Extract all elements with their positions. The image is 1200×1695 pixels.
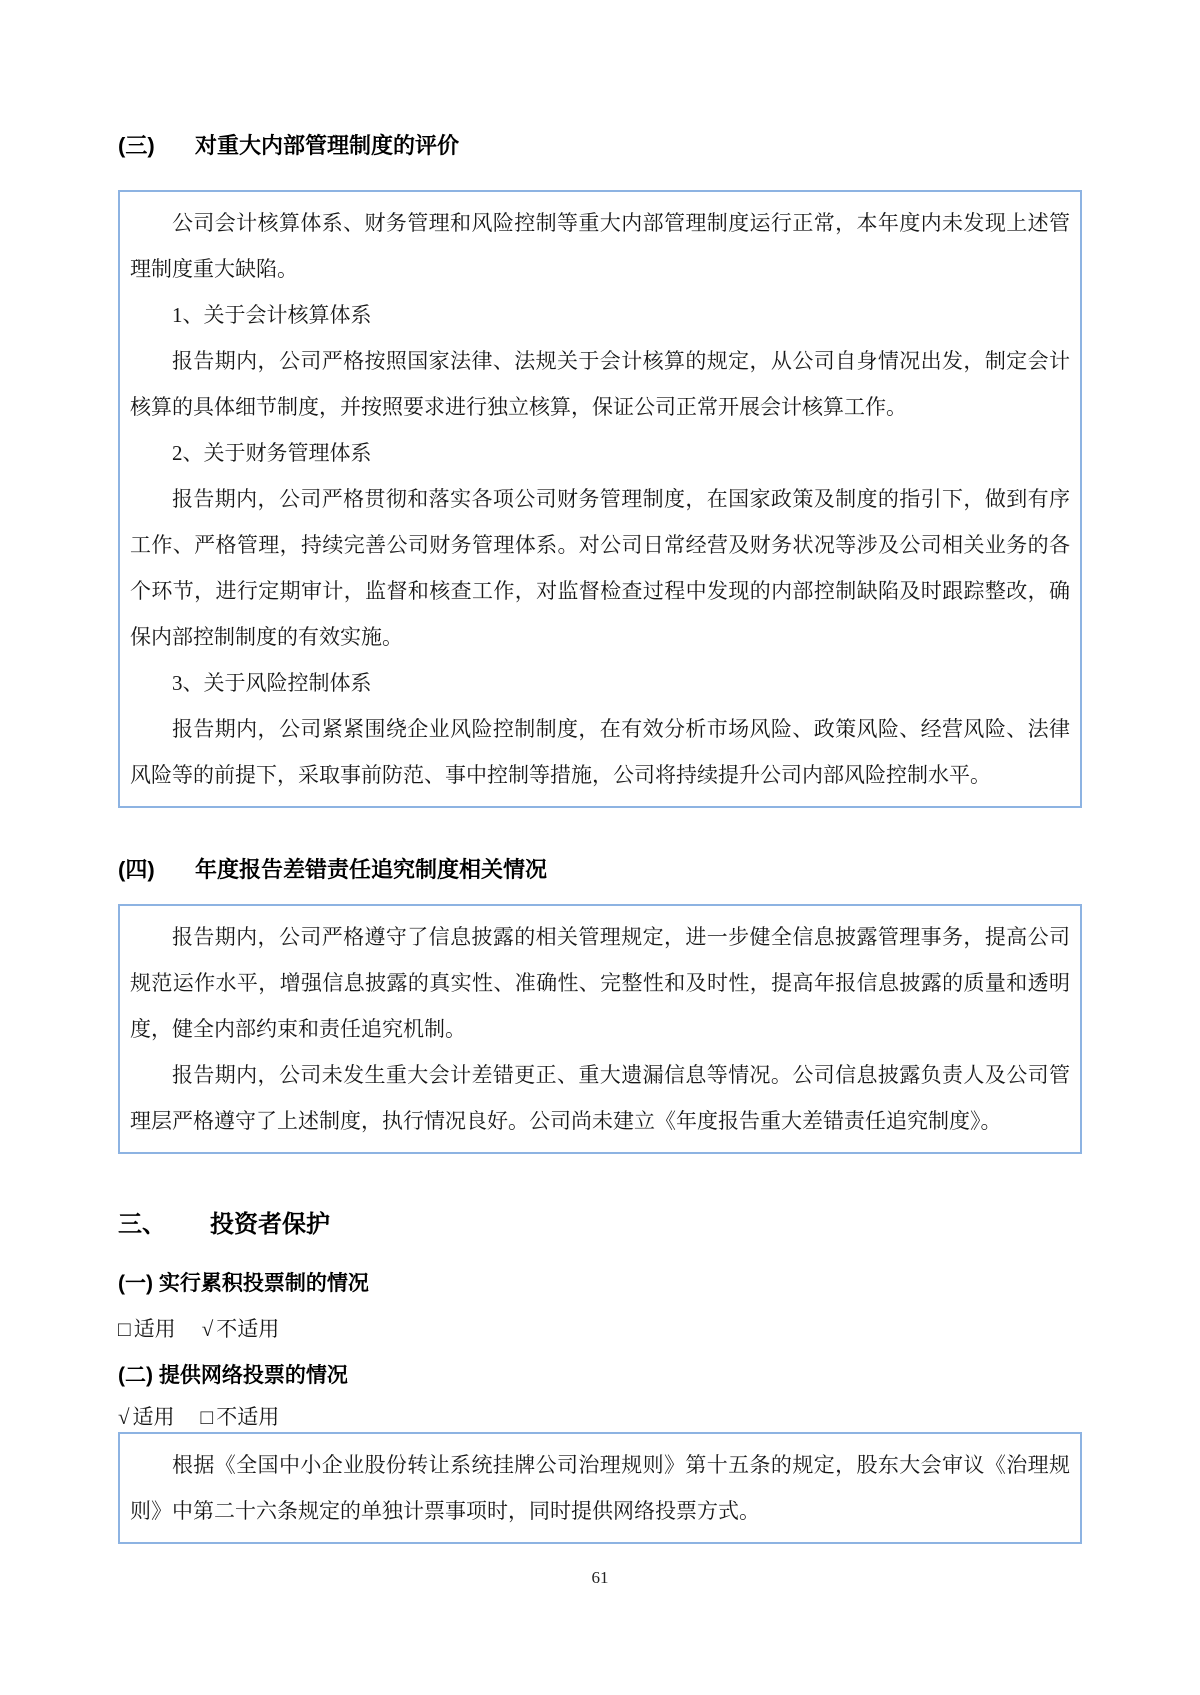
option-not-applicable — [201, 1404, 280, 1430]
chapter-number: 三、 — [118, 1211, 166, 1238]
online-voting-box — [118, 1432, 1082, 1544]
paragraph: 报告期内，公司未发生重大会计差错更正、重大遗漏信息等情况。公司信息披露负责人及公司管理层严格遵守了上述制度，执行情况良好。公司尚未建立《年度报告重大差错责任追究制度》。 — [130, 1063, 1070, 1133]
list-item-heading: 1、关于会计核算体系 — [172, 303, 372, 327]
section-title: 对重大内部管理制度的评价 — [195, 133, 460, 158]
paragraph: 公司会计核算体系、财务管理和风险控制等重大内部管理制度运行正常，本年度内未发现上述管理制度重大缺陷。 — [130, 211, 1070, 281]
list-item-heading: 2、关于财务管理体系 — [172, 441, 372, 465]
subsection-heading-online-voting: (二) 提供网络投票的情况 — [118, 1364, 348, 1387]
section-number: (三) — [118, 133, 155, 158]
paragraph: 报告期内，公司严格遵守了信息披露的相关管理规定，进一步健全信息披露管理事务，提高公司规范运作水平，增强信息披露的真实性、准确性、完整性和及时性，提高年报信息披露的质量和透明度，健全内部约束和责任追究机制。 — [130, 925, 1070, 1041]
section-title: 年度报告差错责任追究制度相关情况 — [195, 857, 548, 882]
paragraph: 报告期内，公司严格贯彻和落实各项公司财务管理制度，在国家政策及制度的指引下，做到有序工作、严格管理，持续完善公司财务管理体系。对公司日常经营及财务状况等涉及公司相关业务的各个环节，进行定期审计，监督和核查工作，对监督检查过程中发现的内部控制缺陷及时跟踪整改，确保内部控制制度的有效实施。 — [130, 487, 1070, 649]
check-icon: √ — [118, 1405, 130, 1429]
list-item-heading: 3、关于风险控制体系 — [172, 671, 372, 695]
option-applicable — [118, 1316, 176, 1342]
checkbox-unchecked-icon: □ — [118, 1317, 131, 1341]
section-heading-error-accountability — [118, 856, 1082, 884]
section-heading-internal-management — [118, 0, 1082, 160]
paragraph: 报告期内，公司严格按照国家法律、法规关于会计核算的规定，从公司自身情况出发，制定会计核算的具体细节制度，并按照要求进行独立核算，保证公司正常开展会计核算工作。 — [130, 349, 1070, 419]
option-label: 适用 — [132, 1405, 175, 1429]
paragraph: 根据《全国中小企业股份转让系统挂牌公司治理规则》第十五条的规定，股东大会审议《治理规则》中第二十六条规定的单独计票事项时，同时提供网络投票方式。 — [130, 1453, 1070, 1523]
error-accountability-box — [118, 904, 1082, 1154]
option-applicable — [118, 1404, 175, 1430]
option-not-applicable — [202, 1316, 280, 1342]
section-number: (四) — [118, 857, 155, 882]
check-icon: √ — [201, 1317, 214, 1341]
online-voting-applicability — [118, 1404, 1082, 1430]
option-label: 适用 — [133, 1317, 176, 1341]
cumulative-voting-applicability — [118, 1316, 1082, 1342]
paragraph: 报告期内，公司紧紧围绕企业风险控制制度，在有效分析市场风险、政策风险、经营风险、法律风险等的前提下，采取事前防范、事中控制等措施，公司将持续提升公司内部风险控制水平。 — [130, 717, 1070, 787]
checkbox-unchecked-icon: □ — [200, 1405, 214, 1429]
option-label: 不适用 — [216, 1317, 280, 1341]
option-label: 不适用 — [216, 1405, 280, 1429]
internal-management-evaluation-box — [118, 190, 1082, 808]
subsection-heading-cumulative-voting: (一) 实行累积投票制的情况 — [118, 1272, 369, 1295]
page-number: 61 — [591, 1568, 609, 1587]
chapter-title: 投资者保护 — [210, 1211, 330, 1238]
chapter-heading-investor-protection — [118, 1210, 1082, 1240]
